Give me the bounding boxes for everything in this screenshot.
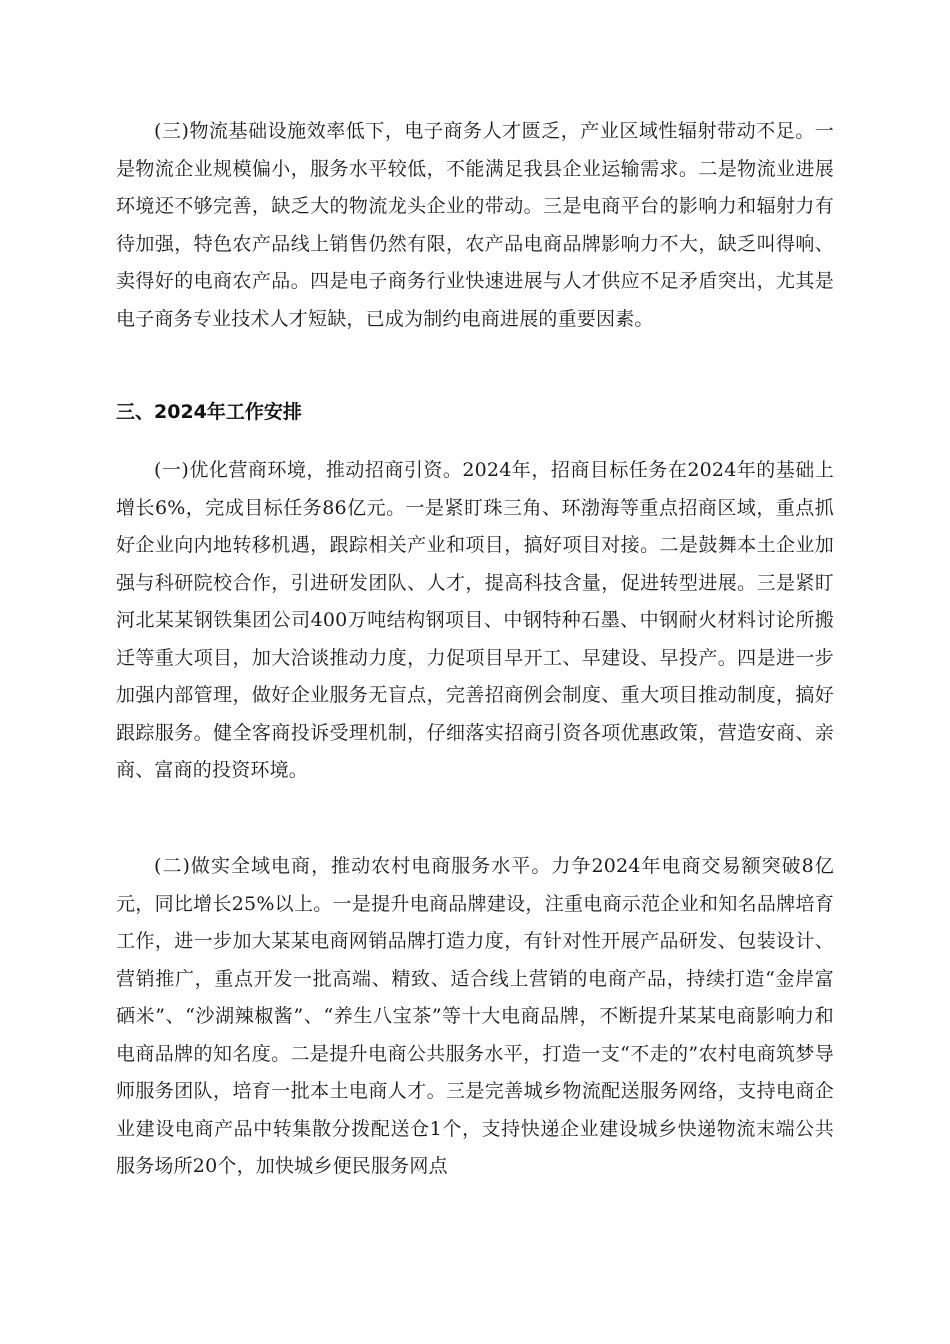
paragraph-logistics-talent: (三)物流基础设施效率低下，电子商务人才匮乏，产业区域性辐射带动不足。一是物流企业规模偏小，服务水平较低，不能满足我县企业运输需求。二是物流业进展环境还不够完善，缺乏大的物流龙头企业的带动。三是电商平台的影响力和辐射力有待加强，特色农产品线上销售仍然有限，农产品电商品牌影响力不大，缺乏叫得响、卖得好的电商农产品。四是电子商务行业快速进展与人才供应不足矛盾突出，尤其是电子商务专业技术人才短缺，已成为制约电商进展的重要因素。 bbox=[116, 120, 834, 330]
section-heading: 三、2024年工作安排 bbox=[116, 401, 302, 423]
paragraph-rural-ecommerce: (二)做实全域电商，推动农村电商服务水平。力争2024年电商交易额突破8亿元，同比增长25%以上。一是提升电商品牌建设，注重电商示范企业和知名品牌培育工作，进一步加大某某电商网销品牌打造力度，有针对性开展产品研发、包装设计、营销推广，重点开发一批高端、精致、适合线上营销的电商产品，持续打造“金岸富硒米”、“沙湖辣椒酱”、“养生八宝茶”等十大电商品牌，不断提升某某电商影响力和电商品牌的知名度。二是提升电商公共服务水平，打造一支“不走的”农村电商筑梦导师服务团队，培育一批本土电商人才。三是完善城乡物流配送服务网络，支持电商企业建设电商产品中转集散分拨配送仓1个，支持快递企业建设城乡快递物流末端公共服务场所20个，加快城乡便民服务网点 bbox=[116, 855, 834, 1177]
paragraph-business-environment: (一)优化营商环境，推动招商引资。2024年，招商目标任务在2024年的基础上增长6%，完成目标任务86亿元。一是紧盯珠三角、环渤海等重点招商区域，重点抓好企业向内地转移机遇，跟踪相关产业和项目，搞好项目对接。二是鼓舞本土企业加强与科研院校合作，引进研发团队、人才，提高科技含量，促进转型进展。三是紧盯河北某某钢铁集团公司400万吨结构钢项目、中钢特种石墨、中钢耐火材料讨论所搬迁等重大项目，加大洽谈推动力度，力促项目早开工、早建设、早投产。四是进一步加强内部管理，做好企业服务无盲点，完善招商例会制度、重大项目推动制度，搞好跟踪服务。健全客商投诉受理机制，仔细落实招商引资各项优惠政策，营造安商、亲商、富商的投资环境。 bbox=[116, 459, 834, 781]
